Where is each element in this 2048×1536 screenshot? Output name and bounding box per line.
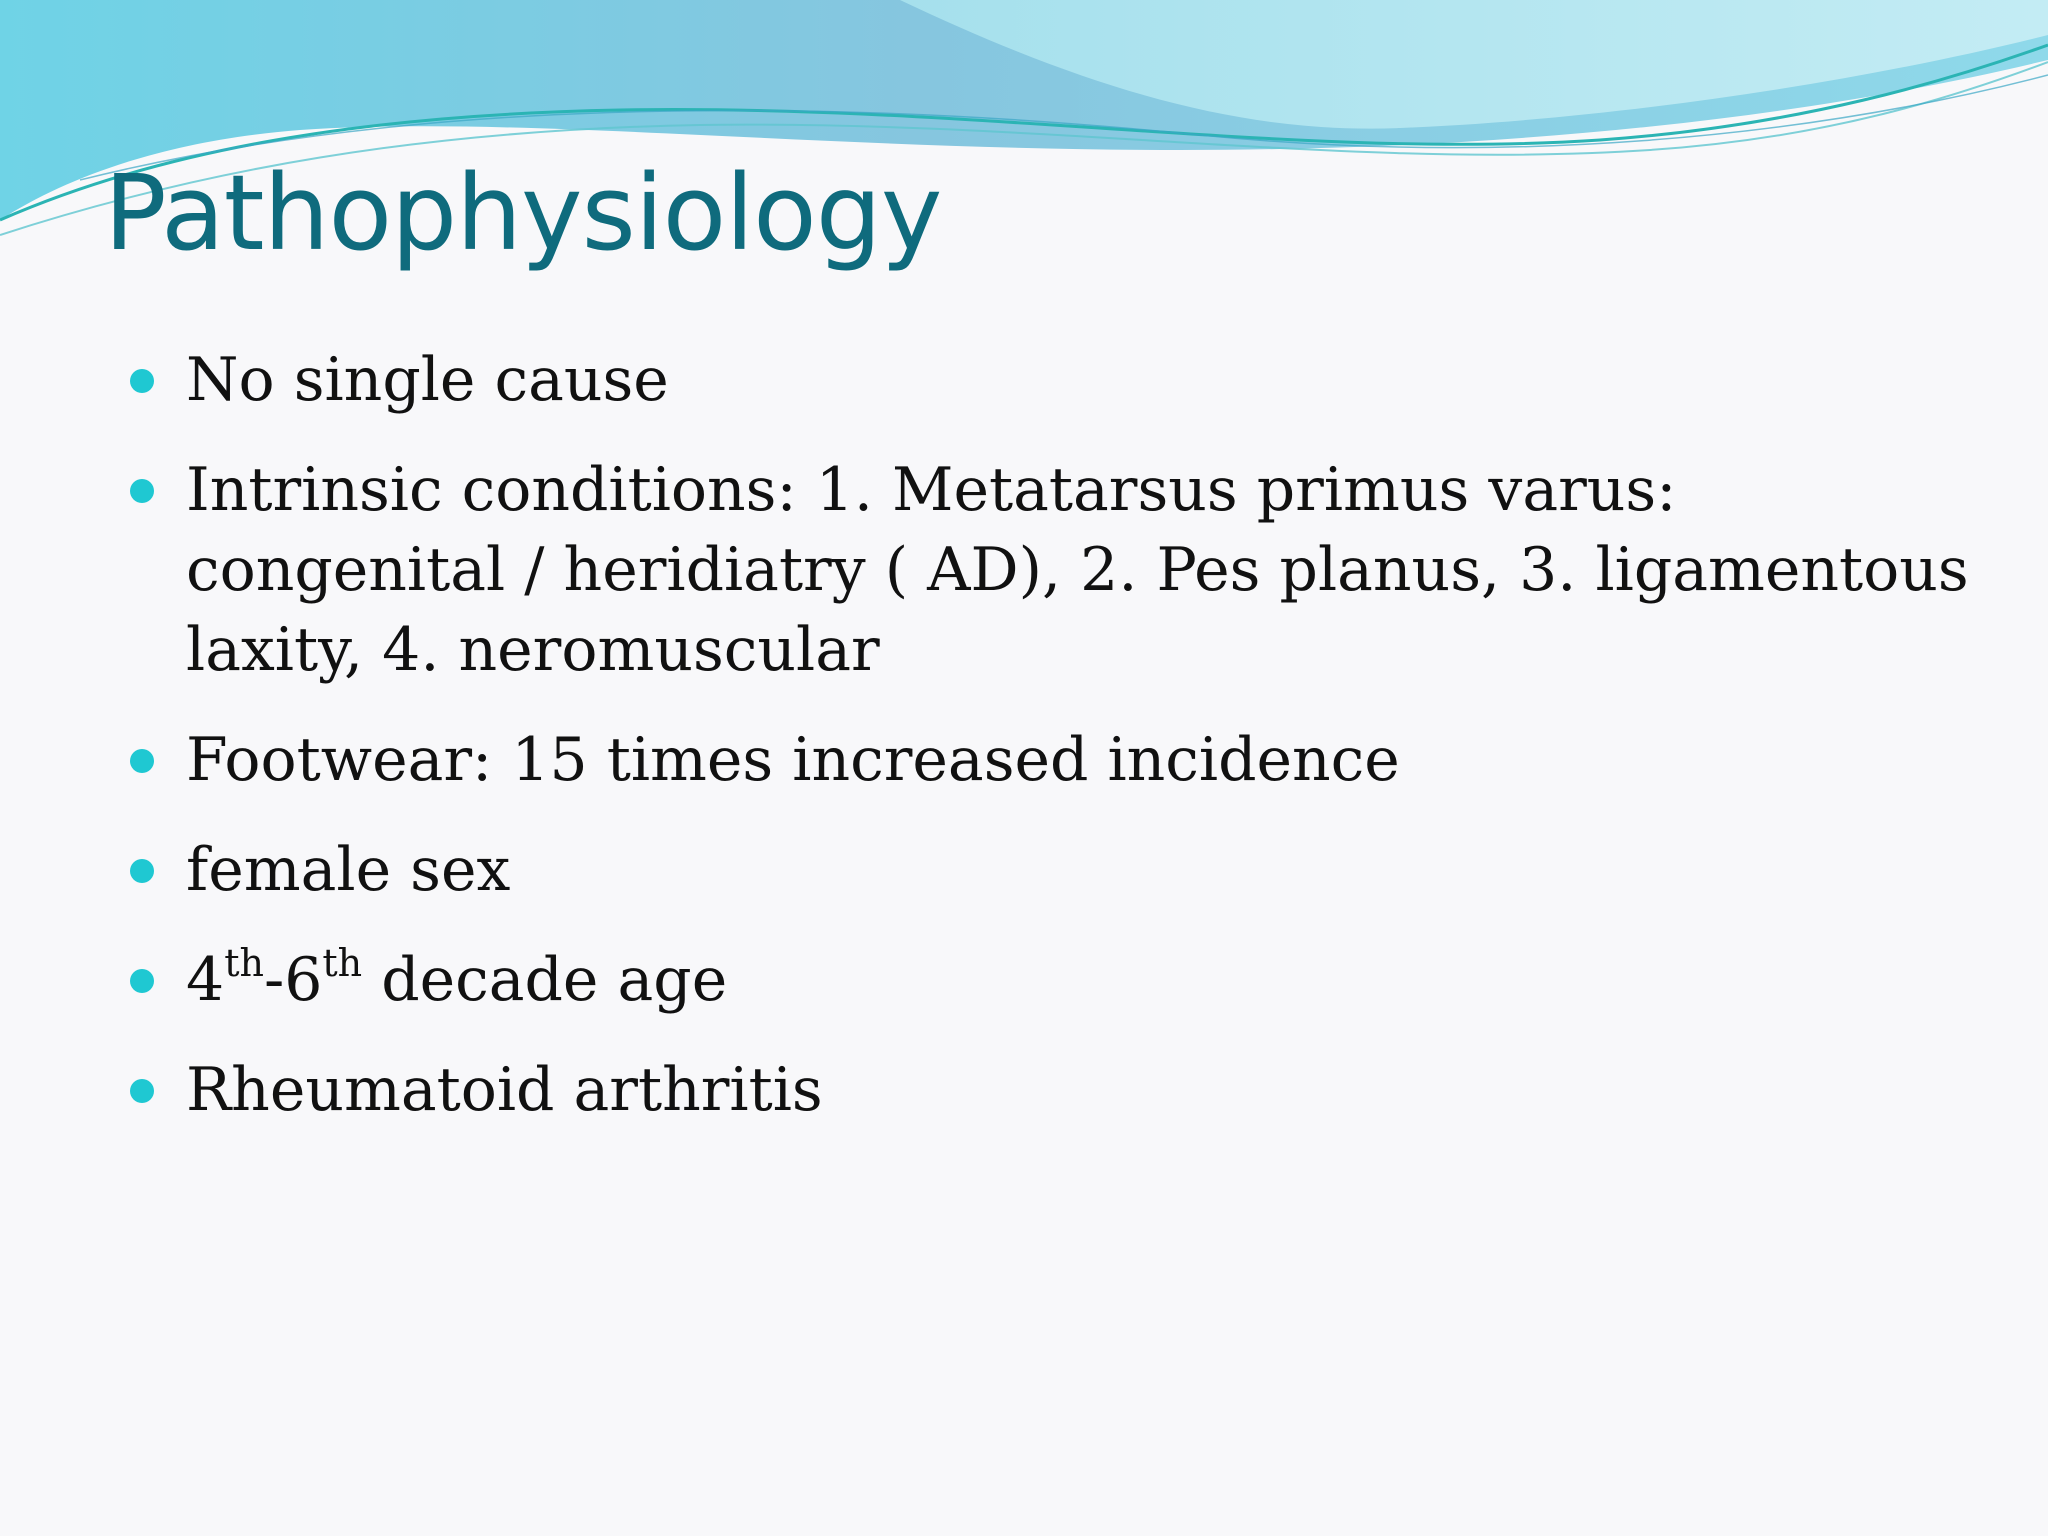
list-item: [130, 450, 1970, 690]
list-item: [130, 340, 1970, 420]
bullet-dot-icon: [130, 859, 154, 883]
bullet-text: female sex: [186, 835, 511, 905]
bullet-text: Footwear: 15 times increased incidence: [186, 725, 1400, 795]
bullet-text: Rheumatoid arthritis: [186, 1055, 823, 1125]
decade-end-suffix: th: [322, 941, 363, 985]
list-item: [130, 720, 1970, 800]
decade-rest: decade age: [362, 945, 728, 1015]
bullet-dot-icon: [130, 969, 154, 993]
bullet-dot-icon: [130, 1079, 154, 1103]
bullet-text: No single cause: [186, 345, 669, 415]
bullet-text: Intrinsic conditions: 1. Metatarsus primus varus: congenital / heridiatry ( AD), 2. Pes planus, 3. ligamentous laxity, 4. neromuscular: [186, 455, 1969, 685]
bullet-list: [130, 340, 1970, 1160]
bullet-text: [186, 941, 728, 1015]
list-item: [130, 940, 1970, 1020]
decade-start-suffix: th: [224, 941, 264, 985]
page-title: Pathophysiology: [104, 152, 942, 274]
list-item: [130, 1050, 1970, 1130]
decade-start: 4: [186, 945, 225, 1015]
list-item: [130, 830, 1970, 910]
decade-separator: -: [263, 945, 285, 1015]
decade-end: 6: [284, 945, 323, 1015]
bullet-dot-icon: [130, 749, 154, 773]
bullet-dot-icon: [130, 369, 154, 393]
bullet-dot-icon: [130, 479, 154, 503]
